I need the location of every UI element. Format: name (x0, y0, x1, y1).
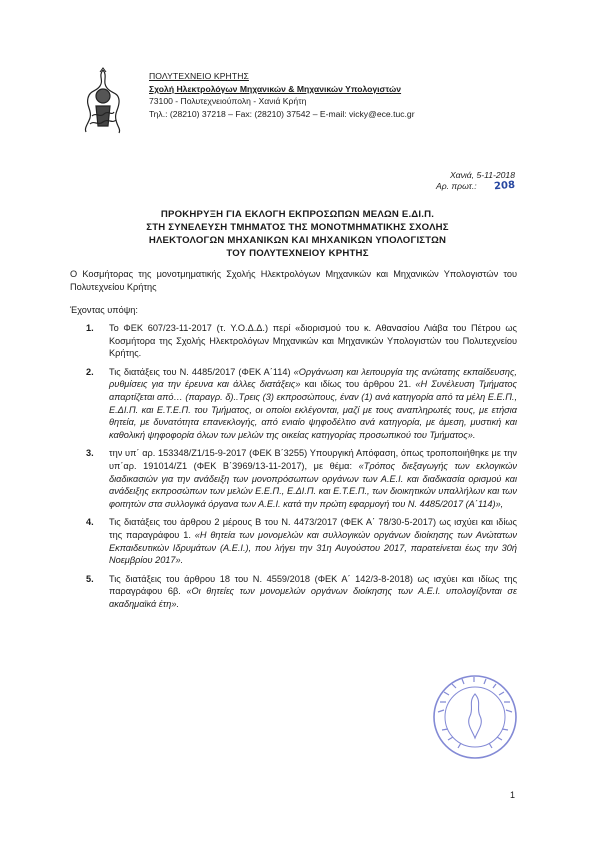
item-quote: «Οργάνωση και λειτουργία της ανώτατης εκπαίδευσης, ρυθμίσεις για την έρευνα και άλλες διατάξεις» (109, 366, 517, 390)
protocol-line (436, 181, 515, 192)
protocol-number: 208 (493, 179, 516, 193)
title-line: ΗΛΕΚΤΟΛΟΓΩΝ ΜΗΧΑΝΙΚΩΝ ΚΑΙ ΜΗΧΑΝΙΚΩΝ ΥΠΟΛΟΓΙΣΤΩΝ (148, 235, 447, 246)
item-number: 1. (86, 323, 94, 333)
institution-address: 73100 - Πολυτεχνειούπολη - Χανιά Κρήτη (149, 96, 307, 106)
title-line: ΠΡΟΚΗΡΥΞΗ ΓΙΑ ΕΚΛΟΓΗ ΕΚΠΡΟΣΩΠΩΝ ΜΕΛΩΝ Ε.ΔΙ.Π. (160, 209, 435, 220)
list-item (86, 516, 517, 566)
institution-contact: Τηλ.: (28210) 37218 – Fax: (28210) 37542 – E-mail: vicky@ece.tuc.gr (149, 108, 415, 119)
title-line: ΣΤΗ ΣΥΝΕΛΕΥΣΗ ΤΜΗΜΑΤΟΣ ΤΗΣ ΜΟΝΟΤΜΗΜΑΤΙΚΗΣ ΣΧΟΛΗΣ (146, 222, 449, 233)
institution-name: ΠΟΛΥΤΕΧΝΕΙΟ ΚΡΗΤΗΣ (149, 71, 249, 81)
item-text: Τις διατάξεις του Ν. 4485/2017 (ΦΕΚ Α΄114) (109, 366, 294, 377)
list-item (86, 366, 517, 442)
date-block (436, 170, 515, 192)
item-quote: «Οι θητείες των μονομελών οργάνων διοίκησης των Α.Ε.Ι. υπολογίζονται σε ακαδημαϊκά έτη». (109, 586, 517, 609)
item-number: 5. (86, 573, 94, 584)
protocol-label: Αρ. πρωτ.: (436, 181, 477, 191)
item-text: Το ΦΕΚ 607/23-11-2017 (τ. Υ.Ο.Δ.Δ.) περί «διορισμού του κ. Αθανασίου Λιάβα του Πέτρου ως Κοσμήτορα της Σχολής Ηλεκτρολόγων Μηχανικών και Μηχανικών Υπολογιστών του Πολυτεχνείου Κρήτης. (109, 323, 517, 359)
intro-paragraph: Ο Κοσμήτορας της μονοτμηματικής Σχολής Ηλεκτρολόγων Μηχανικών και Μηχανικών Υπολογιστών του Πολυτεχνείου Κρήτης (70, 269, 517, 292)
item-quote: «Τρόπος διεξαγωγής των εκλογικών διαδικασιών για την ανάδειξη των μονοπρόσωπων οργάνων των Α.Ε.Ι. και διαδικασία ορισμού και ανάδειξης εκπροσώπων των μελών Ε.Ε.Π., Ε.ΔΙ.Π. και Ε.Τ.Ε.Π., των διοικητικών υπαλλήλων και των φοιτητών στα συλλογικά όργανα των Α.Ε.Ι. κατά την πρώτη εφαρμογή του Ν. 4485/2017 (Α΄114)», (109, 460, 518, 509)
item-number: 2. (86, 366, 94, 377)
item-text: Τις διατάξεις του άρθρου 18 του Ν. 4559/2018 (ΦΕΚ Α΄ 142/3-8-2018) ως ισχύει και ιδίως της παραγράφου 6β. (109, 573, 517, 597)
item-number: 4. (86, 517, 94, 528)
considering-label: Έχοντας υπόψη: (70, 305, 138, 315)
list-item (86, 447, 517, 510)
list-item (86, 322, 517, 360)
item-quote: «Η Συνέλευση Τμήματος απαρτίζεται από… (παραγρ. δ)..Τρεις (3) εκπροσώπους, έναν (1) ανά κατηγορία από τα μέλη Ε.Ε.Π., Ε.ΔΙ.Π. και Ε.Τ.Ε.Π. του Τμήματος, οι οποίοι εκλέγονται, μαζί με τους αναπληρωτές τους, με ετήσια θητεία, με δυνατότητα επανεκλογής, από ενιαίο ψηφοδέλτιο ανά κατηγορία, με άμεση, μυστική και καθολική ψηφοφορία όλων των μελών της οικείας κατηγορίας προσωπικού του Τμήματος». (109, 379, 517, 440)
item-quote: «Η θητεία των μονομελών και συλλογικών οργάνων διοίκησης των Ανώτατων Εκπαιδευτικών Ιδρυμάτων (Α.Ε.Ι.), που λήγει την 31η Αυγούστου 2017, παρατείνεται έως την 30ή Νοεμβρίου 2017». (109, 529, 517, 566)
institution-header (149, 70, 415, 120)
page-number: 1 (510, 790, 516, 800)
list-item (86, 573, 517, 611)
considerations-list (86, 322, 517, 616)
item-text: και ιδίως του άρθρου 21. (300, 379, 416, 390)
item-number: 3. (86, 448, 94, 459)
item-text: την υπ΄ αρ. 153348/Ζ1/15-9-2017 (ΦΕΚ Β΄3255) Υπουργική Απόφαση, όπως τροποποιήθηκε με την υπ΄αρ. 191014/Ζ1 (ΦΕΚ Β΄3969/13-11-2017), με θέμα: (109, 448, 517, 471)
document-title (60, 208, 535, 260)
document-date: Χανιά, 5-11-2018 (449, 170, 515, 180)
university-emblem-icon (74, 66, 132, 136)
school-name: Σχολή Ηλεκτρολόγων Μηχανικών & Μηχανικών Υπολογιστών (149, 83, 402, 94)
official-seal-icon (430, 672, 520, 762)
title-line: ΤΟΥ ΠΟΛΥΤΕΧΝΕΙΟΥ ΚΡΗΤΗΣ (226, 248, 369, 259)
item-text: Τις διατάξεις του άρθρου 2 μέρους Β του Ν. 4473/2017 (ΦΕΚ Α΄ 78/30-5-2017) ως ισχύει και ιδίως της παραγράφου 1. (109, 517, 517, 540)
